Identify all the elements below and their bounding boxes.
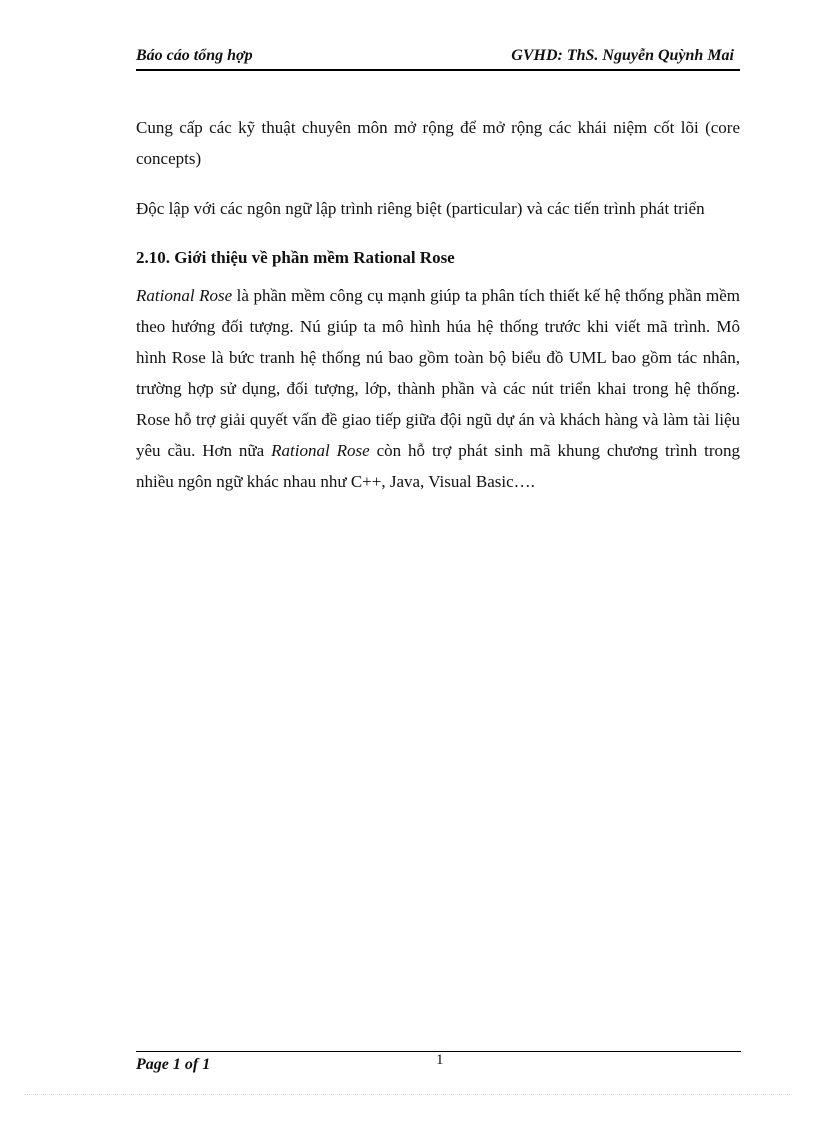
page-edge [24,1094,792,1095]
product-name-italic: Rational Rose [136,286,233,305]
page-number: 1 [436,1052,444,1068]
page-header [136,47,740,69]
header-advisor: GVHD: ThS. Nguyễn Quỳnh Mai [511,47,734,64]
header-divider [136,69,740,71]
paragraph-core-concepts: Cung cấp các kỹ thuật chuyên môn mở rộng để mở rộng các khái niệm cốt lõi (core concepts) [136,118,740,168]
document-body [136,112,740,497]
header-title: Báo cáo tổng hợp [136,47,253,64]
paragraph-text: là phần mềm công cụ mạnh giúp ta phân tích thiết kế hệ thống phần mềm theo hướng đối tượng. Nú giúp ta mô hình húa hệ thống trước khi viết mã trình. Mô hình Rose là bức tranh hệ thống nú bao gồm toàn bộ biểu đồ UML bao gồm tác nhân, trường hợp sử dụng, đối tượng, lớp, thành phần và các nút triển khai trong hệ thống. Rose hỗ trợ giải quyết vấn đề giao tiếp giữa đội ngũ dự án và khách hàng và làm tài liệu yêu cầu. Hơn nữa [136,286,740,460]
paragraph-text: còn hỗ trợ phát sinh mã khung chương trình trong nhiều ngôn ngữ khác nhau như C++, Java, Visual Basic…. [136,441,740,491]
footer-page-label: Page 1 of 1 [136,1056,211,1073]
paragraph-rational-rose [136,280,740,497]
product-name-italic: Rational Rose [271,441,370,460]
section-heading: 2.10. Giới thiệu về phần mềm Rational Rose [136,248,455,267]
paragraph-language-independence: Độc lập với các ngôn ngữ lập trình riêng biệt (particular) và các tiến trình phát triển [136,199,705,218]
